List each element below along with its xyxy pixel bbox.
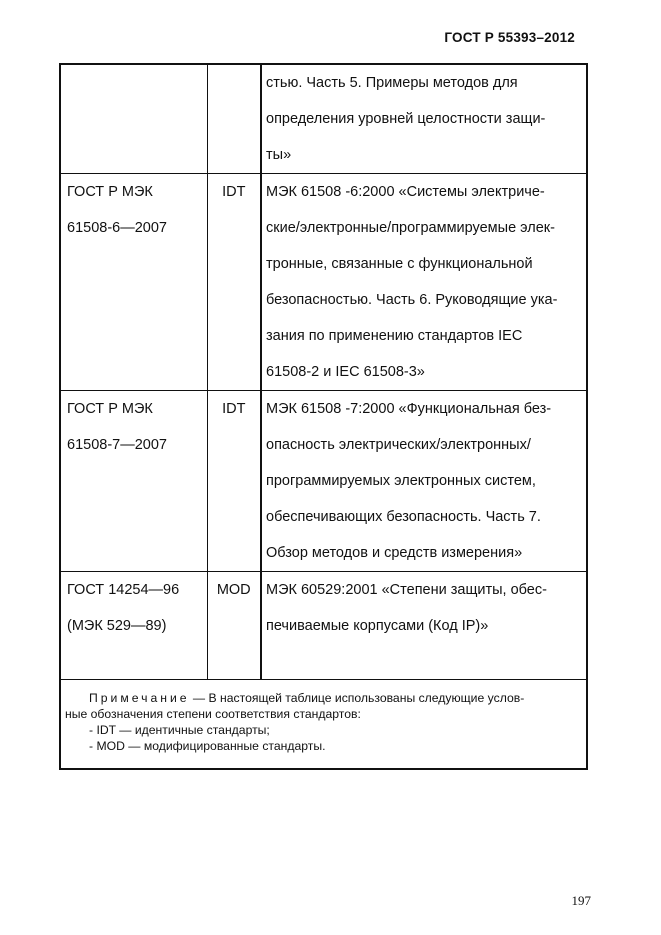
degree-cell (207, 65, 261, 174)
international-standard-cell: стью. Часть 5. Примеры методов для определения уровней целостности защи- ты» (261, 65, 586, 174)
standard-cell: ГОСТ Р МЭК 61508-7—2007 (61, 391, 207, 572)
degree-cell: IDT (207, 174, 261, 391)
standard-cell: ГОСТ 14254—96 (МЭК 529—89) (61, 572, 207, 680)
note-text: — В настоящей таблице использованы следующие услов- (189, 691, 525, 705)
international-standard-cell: МЭК 60529:2001 «Степени защиты, обес- печиваемые корпусами (Код IP)» (261, 572, 586, 680)
table-row (61, 65, 586, 174)
international-standard-cell: МЭК 61508 -7:2000 «Функциональная без- опасность электрических/электронных/ программируемых электронных систем, обеспечивающих безопасность. Часть 7. Обзор методов и средств измерения» (261, 391, 586, 572)
table-row (61, 391, 586, 572)
degree-cell: IDT (207, 391, 261, 572)
note-first-line (65, 690, 577, 706)
document-header: ГОСТ Р 55393–2012 (444, 30, 575, 45)
page-number: 197 (571, 893, 591, 908)
degree-cell: MOD (207, 572, 261, 680)
table-row (61, 174, 586, 391)
standards-table-frame (59, 63, 588, 770)
table-note (65, 690, 577, 754)
note-item: - MOD — модифицированные стандарты. (89, 739, 326, 753)
note-item: - IDT — идентичные стандарты; (89, 723, 270, 737)
standards-table (61, 65, 586, 680)
international-standard-cell: МЭК 61508 -6:2000 «Системы электриче- ские/электронные/программируемые элек- тронные, связанные с функциональной безопасностью. Часть 6. Руководящие ука- зания по применению стандартов IEC 61508-2 и IEC 61508-3» (261, 174, 586, 391)
note-label: Примечание (89, 691, 190, 705)
table-row (61, 572, 586, 680)
standard-cell: ГОСТ Р МЭК 61508-6—2007 (61, 174, 207, 391)
standard-cell (61, 65, 207, 174)
note-text-continued: ные обозначения степени соответствия стандартов: (65, 707, 361, 721)
